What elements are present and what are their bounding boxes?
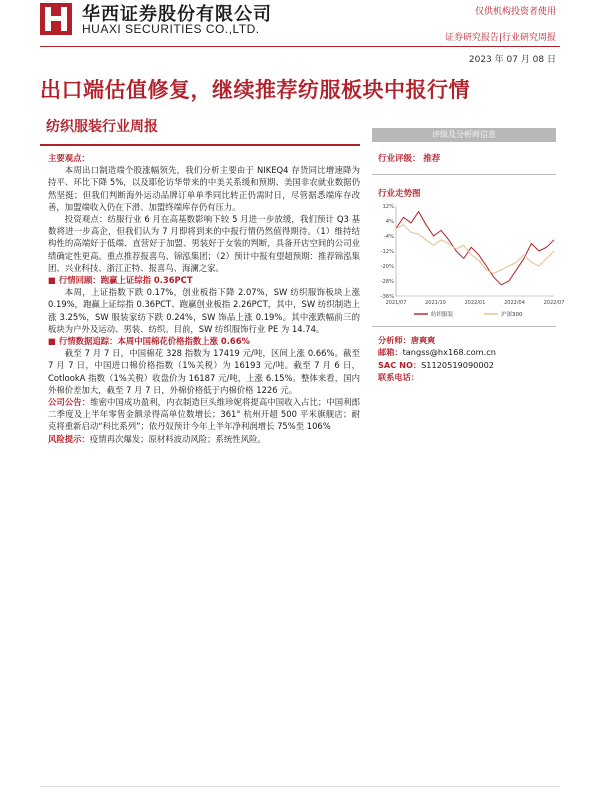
series-line-1	[396, 212, 554, 285]
legend-label-2: 沪深300	[501, 312, 523, 318]
series-line-2	[396, 225, 554, 274]
y-tick-label: -28%	[380, 279, 394, 285]
industry-rating	[378, 152, 440, 164]
section-heading-data-tracking: ■ 行情数据追踪：本周中国棉花价格指数上涨 0.66%	[48, 336, 250, 347]
subtitle-divider	[40, 144, 360, 146]
report-title: 出口端估值修复，继续推荐纺服板块中报行情	[40, 78, 470, 102]
company-news-text: 维密中国成功盈利，内衣制造巨头维珍妮将提高中国收入占比；中国利郎二季度及上半年零售金额录得高单位数增长；361° 杭州开超 500 平米旗舰店；耐克将重新启动“科比系列”；依丹奴预计今年上半年净利润增长 75%至 106%	[48, 397, 360, 432]
analyst-label: 分析师：	[378, 335, 411, 345]
trend-chart-label: 行业走势图	[378, 189, 421, 199]
section-heading-market-review: ■ 行情回顾：跑赢上证综指 0.36PCT	[48, 275, 193, 286]
analyst-name: 唐爽爽	[410, 335, 436, 345]
phone-label: 联系电话：	[378, 371, 419, 382]
y-tick-label: -36%	[380, 294, 394, 300]
risk-text: 疫情再次爆发；原材料波动风险；系统性风险。	[89, 433, 266, 444]
risk-heading: 风险提示：	[48, 433, 90, 444]
paragraph-summary: 本周出口制造端个股涨幅领先，我们分析主要由于 NIKEQ4 存货同比增速降为持平、环比下降 5%，以及耶伦访华带来的中美关系缓和预期、美国非农就业数据仍然坚挺；但我们判断海外运动品牌订单单季同比转正仍需时日，尽管据悉端库存改善，加盟端收入仍在下滑、加盟终端库存仍有压力。	[48, 165, 360, 212]
analyst-info	[378, 334, 496, 383]
paragraph-risk	[48, 433, 360, 445]
phone-row	[378, 371, 496, 383]
y-tick-label: 4%	[385, 219, 394, 225]
paragraph-cotton-data: 截至 7 月 7 日，中国棉花 328 指数为 17419 元/吨，区间上涨 0.66%。截至 7 月 7 日，中国进口棉价格指数（1%关税）为 16193 元/吨。截至 7 月 6 日，CotlookA 指数（1%关税）收盘价为 16187 元/吨，上涨 6.15%。整体来看，国内外棉价差加大，截至 7 月 7 日，外棉价格低于内棉价格 1226 元。	[48, 348, 360, 395]
usage-note: 仅供机构投资者使用	[474, 7, 556, 17]
email-row	[378, 346, 496, 358]
footer-divider	[40, 786, 560, 787]
rating-label: 行业评级：	[378, 154, 421, 164]
report-body	[48, 152, 360, 445]
x-tick-label: 2022/07	[543, 300, 565, 306]
header-divider	[40, 46, 560, 47]
report-type: 证券研究报告|行业研究周报	[444, 33, 556, 43]
sidebar-divider	[372, 174, 556, 175]
y-tick-label: 12%	[382, 204, 394, 210]
sac-label: SAC NO：	[378, 359, 422, 370]
company-name-cn: 华西证券股份有限公司	[82, 4, 272, 25]
report-date: 2023 年 07 月 08 日	[468, 55, 556, 65]
data-tracking-heading-text: 行情数据追踪：本周中国棉花价格指数上涨 0.66%	[58, 336, 250, 347]
industry-trend-chart	[374, 200, 565, 322]
sac-row	[378, 359, 496, 371]
rating-value: 推荐	[423, 154, 441, 164]
y-tick-label: -20%	[380, 264, 394, 270]
company-name-en: HUAXI SECURITIES CO.,LTD.	[82, 22, 260, 36]
y-tick-label: -12%	[380, 249, 394, 255]
market-review-heading-text: 行情回顾：跑赢上证综指 0.36PCT	[58, 275, 193, 286]
paragraph-market-review: 本周，上证指数下跌 0.17%，创业板指下降 2.07%，SW 纺织服饰板块上涨 0.19%，跑赢上证综指 0.36PCT、跑赢创业板指 2.26PCT，其中，SW 纺织制造上涨 3.25%，SW 服装家纺下跌 0.24%，SW 饰品上涨 0.19%。其中涨跌幅前三的板块为户外及运动、男装、纺织。目前，SW 纺织服饰行业 PE 为 14.74。	[48, 287, 360, 334]
x-tick-label: 2021/07	[385, 300, 407, 306]
report-subtitle: 纺织服装行业周报	[46, 119, 158, 135]
y-tick-label: -4%	[383, 234, 394, 240]
legend-label-1: 纺织服装	[431, 312, 454, 318]
sidebar-header: 评级及分析师信息	[372, 128, 556, 142]
sac-number: S1120519090002	[421, 359, 495, 370]
x-tick-label: 2022/01	[464, 300, 486, 306]
huaxi-logo-icon	[40, 3, 72, 35]
section-heading-main-points: 主要观点：	[48, 153, 90, 163]
email-label: 邮箱：	[378, 347, 403, 358]
company-news-heading: 公司公告：	[48, 397, 91, 408]
analyst-row	[378, 334, 496, 346]
paragraph-company-news	[48, 396, 360, 433]
x-tick-label: 2022/04	[504, 300, 525, 306]
sidebar-divider-2	[372, 326, 556, 327]
x-tick-label: 2021/10	[425, 300, 446, 306]
paragraph-investment-view: 投资观点：纺服行业 6 月在高基数影响下较 5 月进一步放缓，我们预计 Q3 基数将进一步高企，但我们认为 7 月即将到来的中报行情仍然值得期待。（1）维持结构性的高端好于低端、直营好于加盟、男装好于女装的判断，具备开店空间的公司业绩确定性更高。重点推荐报喜鸟、锦泓集团；（2）预计中报有望超预期：推荐锦泓集团、兴业科技、浙江正特、报喜鸟、海澜之家。	[48, 214, 360, 273]
analyst-email[interactable]: tangss@hx168.com.cn	[402, 347, 496, 358]
